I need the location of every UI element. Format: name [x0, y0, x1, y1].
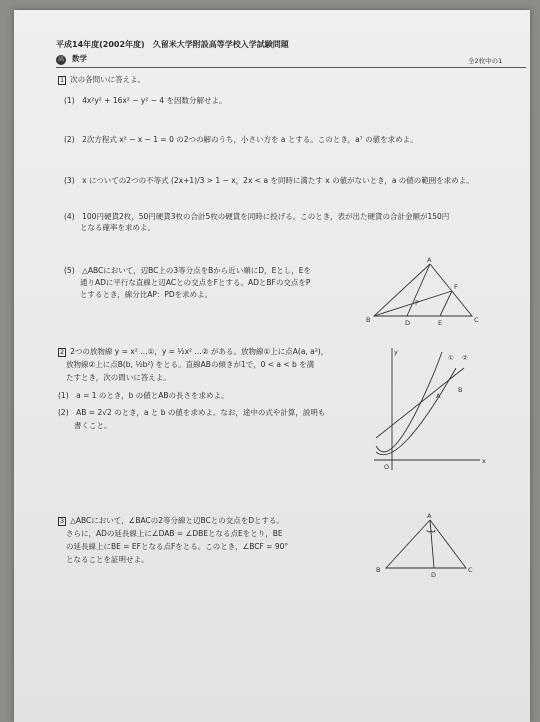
fig1-label-b: B — [366, 316, 371, 324]
triangle-figure-1 — [364, 254, 484, 328]
fig2-label-o: O — [384, 463, 390, 471]
question-3-line-2: さらに，ADの延長線上に∠DAB = ∠DBEとなる点Eをとり，BE — [66, 529, 283, 538]
question-1-intro-text: 次の各問いに答えよ。 — [70, 75, 146, 84]
parabola-1 — [376, 352, 442, 452]
line-ab — [376, 368, 464, 438]
parabola-figure-2 — [370, 342, 490, 477]
question-1-part-1: (1) 4x²y² + 16x² − y² − 4 を因数分解せよ。 — [64, 96, 227, 105]
question-3-line-1 — [58, 516, 284, 526]
fig2-label-curve-1: ① — [448, 354, 454, 362]
question-1-part-4-line-2: となる確率を求めよ。 — [80, 223, 155, 232]
fig2-label-a: A — [436, 392, 441, 400]
question-3-number: 3 — [60, 517, 65, 525]
fig1-label-d: D — [405, 319, 411, 327]
angle-mark-right — [431, 530, 435, 532]
bisector-ad — [430, 520, 434, 568]
fig1-label-c: C — [474, 316, 479, 324]
question-2-part-2-line-1: (2) AB = 2√2 のとき，a と b の値を求めよ。なお，途中の式や計算，説明も — [58, 408, 326, 417]
question-1-part-4-line-1: (4) 100円硬貨2枚，50円硬貨3枚の合計5枚の硬貨を同時に投げる。このとき，表が出た硬貨の合計金額が150円 — [64, 212, 450, 221]
segment-ad — [407, 264, 430, 316]
fig3-label-a: A — [427, 512, 432, 520]
question-2-line-1 — [58, 347, 328, 357]
fig1-label-e: E — [438, 319, 443, 327]
fig1-label-a: A — [427, 256, 432, 264]
question-1-part-5-line-2: 通りADに平行な直線と辺ACとの交点をFとする。ADとBFの交点をP — [80, 278, 311, 287]
question-3-line-1-text: △ABCにおいて，∠BACの2等分線と辺BCとの交点をDとする。 — [70, 516, 285, 525]
segment-ef — [440, 291, 452, 316]
subject-mark: 高 — [57, 56, 64, 63]
fig2-label-b: B — [458, 386, 463, 394]
subject-line — [56, 54, 87, 65]
fig1-label-p: P — [415, 299, 419, 307]
angle-mark-left — [427, 530, 431, 532]
question-1-part-5-line-1: (5) △ABCにおいて，辺BC上の3等分点をBから近い順にD，Eとし，Eを — [64, 266, 312, 275]
question-1-number: 1 — [60, 76, 65, 84]
header-rule — [56, 67, 526, 68]
question-2-number: 2 — [60, 348, 65, 356]
fig3-label-d: D — [431, 571, 437, 579]
question-1-intro — [58, 75, 145, 85]
fig3-label-b: B — [376, 566, 381, 574]
fig2-label-curve-2: ② — [462, 354, 468, 362]
question-1-part-2: (2) 2次方程式 x² − x − 1 = 0 の2つの解のうち，小さい方を a とする。このとき，a⁷ の値を求めよ。 — [64, 135, 418, 144]
fig3-label-c: C — [468, 566, 473, 574]
question-3-line-4: となることを証明せよ。 — [66, 555, 149, 564]
question-2-part-1: (1) a = 1 のとき，b の値とABの長さを求めよ。 — [58, 391, 229, 400]
fig1-label-f: F — [454, 283, 458, 291]
question-3-line-3: の延長線上にBE = EFとなる点Fをとる。このとき，∠BCF = 90° — [66, 542, 289, 551]
question-2-line-3: たすとき，次の問いに答えよ。 — [66, 373, 171, 382]
question-2-part-2-line-2: 書くこと。 — [74, 421, 112, 430]
question-2-line-1-text: 2つの放物線 y = x² …①，y = ½x² …② がある。放物線①上に点A(a, a²)， — [70, 347, 329, 356]
triangle-abc-3 — [386, 520, 466, 568]
subject-name: 数学 — [72, 54, 87, 63]
exam-title: 平成14年度(2002年度) 久留米大学附設高等学校入学試験問題 — [56, 40, 289, 49]
triangle-figure-3 — [372, 510, 482, 582]
segment-bf — [374, 291, 452, 316]
question-1-part-5-line-3: とするとき，線分比AP：PDを求めよ。 — [80, 290, 213, 299]
question-1-part-3: (3) x についての2つの不等式 (2x+1)/3 > 1 − x，2x < a を同時に満たす x の値がないとき，a の値の範囲を求めよ。 — [64, 176, 474, 185]
page-count: 全2枚中の1 — [468, 57, 503, 65]
question-2-line-2: 放物線②上に点B(b, ½b²) をとる。直線ABの傾きが1で，0 < a < b を満 — [66, 360, 315, 369]
exam-sheet — [14, 10, 530, 722]
fig2-label-x: x — [482, 457, 486, 465]
fig2-label-y: y — [394, 348, 398, 356]
